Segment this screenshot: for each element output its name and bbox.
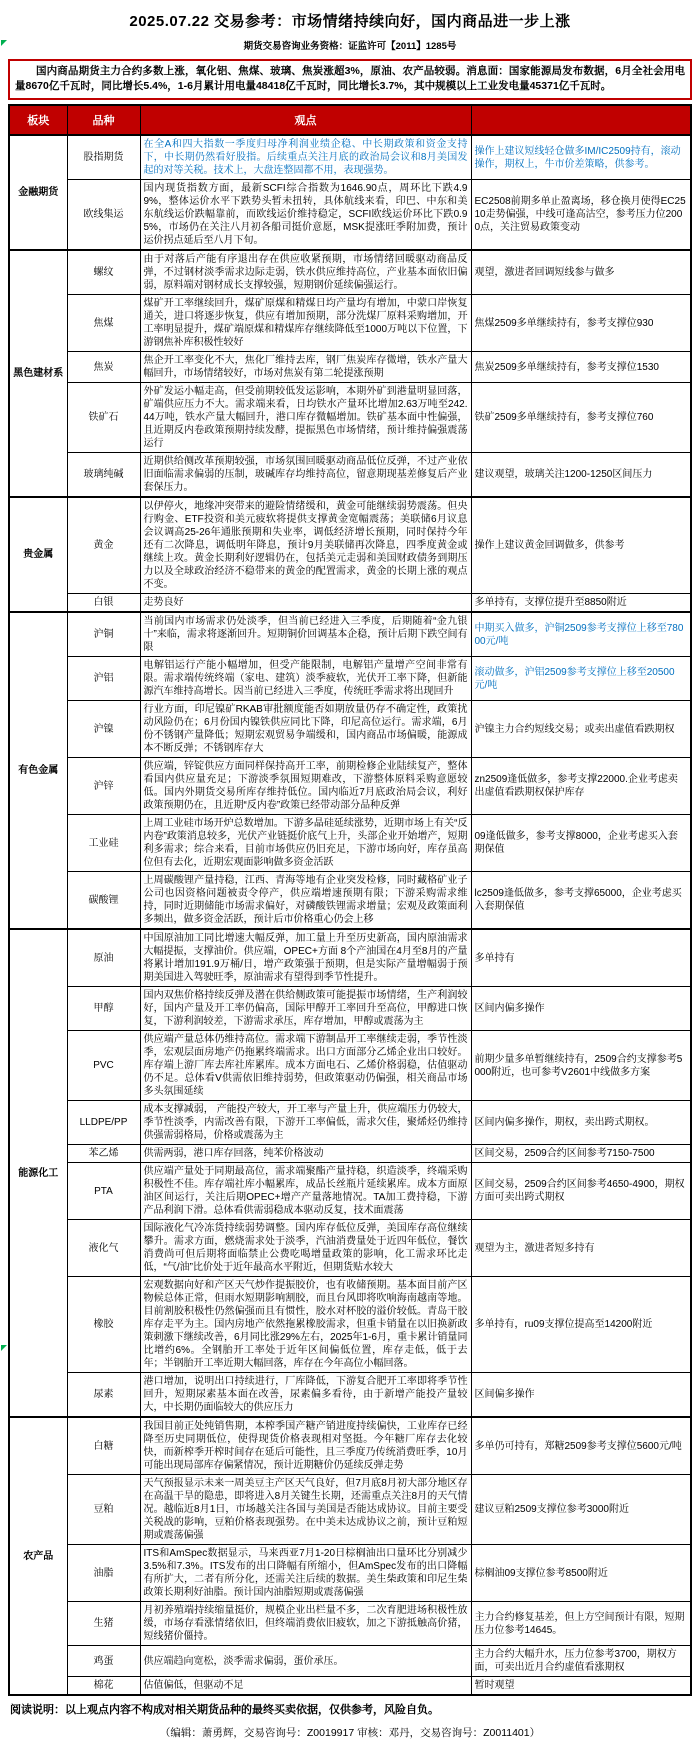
variety-cell: 股指期货 <box>67 135 140 180</box>
variety-cell: 油脂 <box>67 1545 140 1602</box>
sector-cell: 有色金属 <box>9 612 67 929</box>
view-text: 以伊停火，地缘冲突带来的避险情绪缓和，黄金可能继续弱势震荡。但央行购金、ETF投资和美元疲软将提供支撑黄金宽幅震荡；美联储6月议息会议调高25-26年通胀预期和失业率，调低经济增长预期，同时保持今年还有二次降息，调低明年降息，预计9月美联储再次降息，四季度黄金或继续上攻。黄金长期利好逻辑仍在，包括美元走弱和美国财政债务到期压力以及全球政治经济不稳带来的黄金的配置需求，黄金的长期上涨的观点不变。 <box>140 497 471 594</box>
view-text: 中国原油加工同比增速大幅反弹，加工量上升至历史新高，国内原油需求大幅提振，支撑油价。供应端，OPEC+方面 8个产油国在4月至8月的产量将累计增加191.9万桶/日，增产政策强于预期，但是实际产量增幅弱于预期美国进入驾驶旺季，原油需求有望得到季节性提升。 <box>140 929 471 987</box>
variety-cell: 棉花 <box>67 1677 140 1696</box>
advice-text: 焦炭2509多单继续持有，参考支撑位1530 <box>471 352 691 383</box>
advice-text: 棕榈油09支撑位参考8500附近 <box>471 1545 691 1602</box>
variety-cell: 黄金 <box>67 497 140 594</box>
advice-text: 区间内偏多操作 <box>471 987 691 1031</box>
variety-cell: 工业硅 <box>67 815 140 872</box>
advice-text: 建议豆粕2509支撑位参考3000附近 <box>471 1475 691 1545</box>
table-row <box>9 1220 691 1277</box>
variety-cell: 甲醇 <box>67 987 140 1031</box>
variety-cell: 原油 <box>67 929 140 987</box>
view-text: 国内现货指数方面，最新SCFI综合指数为1646.90点，周环比下跌4.99%，整体运价水平下跌势头暂未扭转，具体航线来看，印巴、中东和美东航线运价跌幅靠前，而欧线运价维持稳定，SCFI欧线运价环比下跌0.95%，市场仍在关注八月初各船司挺价意愿，MSK提涨旺季附加费，预计运价拐点延后至八月下旬。 <box>140 180 471 251</box>
advice-text: 区间交易，2509合约区间参考7150-7500 <box>471 1145 691 1163</box>
table-row <box>9 987 691 1031</box>
table-row <box>9 1277 691 1373</box>
view-text: 国际液化气冷冻货持续弱势调整。国内库存低位反弹，美国库存高位继续攀升。需求方面，燃烧需求处于淡季，汽油消费量处于近四年低位，餐饮消费尚可但后期将面临禁止公费吃喝增量政策的影响，化工需求环比走低，“气/油”比价处于近年最高水平附近，但期货贴水较大 <box>140 1220 471 1277</box>
variety-cell: 玻璃纯碱 <box>67 453 140 498</box>
advice-text: 观望为主，激进者短多持有 <box>471 1220 691 1277</box>
column-header-sector: 板块 <box>9 105 67 135</box>
advice-text: 区间内偏多操作，期权，卖出跨式期权。 <box>471 1101 691 1145</box>
report-table-body <box>9 135 691 1695</box>
view-text: 在全A和四大指数一季度归母净利润业绩企稳、中长期政策和资金支持下，中长期仍然看好股指。后续重点关注月底的政治局会议和8月美国发起的对等关税。技术上，大盘连整固都不用，表现强势。 <box>140 135 471 180</box>
view-text: 天气预报显示未来一周美豆主产区天气良好，但7月底8月初大部分地区存在高温干旱的隐患，即将进入8月关键生长期，还需重点关注8月的天气情况。越临近8月1日，市场越关注各国与美国是否能达成协议。目前主要受关税战的影响，豆粕价格表现强势。在中美未达成协议之前，预计豆粕短期或震荡偏强 <box>140 1475 471 1545</box>
sector-cell: 贵金属 <box>9 497 67 612</box>
view-text: 国内双焦价格持续反弹及潜在供给侧政策可能提振市场情绪，生产利润较好，国内产量及开工率仍偏高，国际甲醇开工率回升至高位，甲醇进口恢复，下游利润较差，下游需求承压，库存增加，甲醇或震荡为主 <box>140 987 471 1031</box>
table-row <box>9 1145 691 1163</box>
variety-cell: PVC <box>67 1031 140 1101</box>
table-row <box>9 1101 691 1145</box>
view-text: 我国目前正处纯销售期，本榨季国产糖产销进度持续偏快，工业库存已经降至历史同期低位，使得现货价格表现相对坚挺。今年糖厂库存去化较快，而新榨季开榨时间存在延后可能性，且三季度乃传统消费旺季，10月可能出现局部库存偏紧情况，预计近期糖价仍延续反弹走势 <box>140 1417 471 1475</box>
table-row <box>9 1373 691 1418</box>
table-row <box>9 758 691 815</box>
advice-text: 沪镍主力合约短线交易；或卖出虚值看跌期权 <box>471 701 691 758</box>
table-row <box>9 453 691 498</box>
variety-cell: 生猪 <box>67 1602 140 1646</box>
column-header-advice <box>471 105 691 135</box>
view-text: 月初养殖端持续缩量挺价，规模企业出栏量不多，二次育肥进场积极性放缓，市场存看涨情绪依旧，但终端消费依旧疲软，加之下游抵触高价猪，短线猪价僵持。 <box>140 1602 471 1646</box>
variety-cell: 沪铜 <box>67 612 140 657</box>
sector-cell: 黑色建材系 <box>9 250 67 497</box>
table-row <box>9 612 691 657</box>
table-row <box>9 929 691 987</box>
variety-cell: 鸡蛋 <box>67 1646 140 1677</box>
advice-text: 铁矿2509多单继续持有，参考支撑位760 <box>471 383 691 453</box>
variety-cell: 豆粕 <box>67 1475 140 1545</box>
advice-text: zn2509逢低做多，参考支撑22000.企业考虑卖出虚值看跌期权保护库存 <box>471 758 691 815</box>
advice-text: 区间交易，2509合约区间参考4650-4900，期权方面可卖出跨式期权 <box>471 1163 691 1220</box>
table-row <box>9 352 691 383</box>
table-row <box>9 295 691 352</box>
advice-text: 主力合约修复基差，但上方空间预计有限，短期压力位参考14645。 <box>471 1602 691 1646</box>
table-row <box>9 872 691 930</box>
advice-text: 主力合约大幅升水，压力位参考3700，期权方面，可卖出近月合约虚值看涨期权 <box>471 1646 691 1677</box>
sector-cell: 金融期货 <box>9 135 67 250</box>
credits-line: （编辑：萧勇辉，交易咨询号：Z0019917 审核：邓丹，交易咨询号：Z0011401） <box>159 1727 541 1739</box>
table-row <box>9 701 691 758</box>
advice-text: 操作上建议短线轻仓做多IM/IC2509持有，滚动操作，期权上，牛市价差策略，供参考。 <box>471 135 691 180</box>
market-summary-box <box>8 59 692 100</box>
comment-marker-icon <box>1 40 7 46</box>
view-text: 港口增加，说明出口持续进行，厂库降低，下游复合肥开工率即将季节性回升，短期尿素基本面在改善，尿素偏多看待，由于新增产能投产量较大，中长期仍面临较大的供应压力 <box>140 1373 471 1418</box>
table-row <box>9 250 691 295</box>
advice-text: 建议观望，玻璃关注1200-1250区间压力 <box>471 453 691 498</box>
advice-text: 多单持有，支撑位提升至8850附近 <box>471 594 691 613</box>
advice-text: 前期少量多单暂继续持有，2509合约支撑参考5000附近，也可参考V2601中线做多方案 <box>471 1031 691 1101</box>
variety-cell: 苯乙烯 <box>67 1145 140 1163</box>
advice-text: 区间偏多操作 <box>471 1373 691 1418</box>
table-row <box>9 383 691 453</box>
table-header-row <box>9 105 691 135</box>
table-row <box>9 1602 691 1646</box>
table-row <box>9 815 691 872</box>
variety-cell: 沪锌 <box>67 758 140 815</box>
advice-text: 观望，激进者回调短线参与做多 <box>471 250 691 295</box>
column-header-variety: 品种 <box>67 105 140 135</box>
advice-text: EC2508前期多单止盈离场，移仓换月使得EC2510走势偏强，中线可逢高沽空，参考压力位2000点，关注贸易政策变动 <box>471 180 691 251</box>
view-text: 上周工业硅市场开炉总数增加。下游多晶硅延续涨势，近期市场上有关“反内卷”政策消息较多，光伏产业链挺价底气上升，头部企业开始增产，短期利多需求；综合来看，目前市场供应仍旧充足，下游市场向好，库存虽高位但有去化，近期宏观面影响做多资金活跃 <box>140 815 471 872</box>
advice-text: 暂时观望 <box>471 1677 691 1696</box>
table-row <box>9 1163 691 1220</box>
table-row <box>9 1545 691 1602</box>
view-text: 供应端趋向宽松，淡季需求偏弱，蛋价承压。 <box>140 1646 471 1677</box>
table-row <box>9 180 691 251</box>
table-row <box>9 1646 691 1677</box>
view-text: 供应端，锌锭供应方面同样保持高开工率，前期检修企业陆续复产，整体看国内供应量充足；下游淡季氛围短期难改，下游整体原料采购意愿较低。国内外期货交易所库存维持低位。国内临近7月底政治局会议，利好政策预期仍在，且近期“反内卷”政策已经带动部分品种反弹 <box>140 758 471 815</box>
table-row <box>9 1475 691 1545</box>
trading-reference-table <box>8 104 692 1696</box>
view-text: 外矿发运小幅走高，但受前期较低发运影响，本期外矿到港量明显回落，矿端供应压力不大。需求端来看，日均铁水产量环比增加2.63万吨至242.44万吨，铁水产量大幅回升，港口库存微幅增加。铁矿基本面中性偏强，且近期反内卷政策预期持续发酵，提振黑色市场情绪，预计维持偏强震荡运行 <box>140 383 471 453</box>
advice-text: 多单持有，ru09支撑位提高至14200附近 <box>471 1277 691 1373</box>
table-row <box>9 1677 691 1696</box>
advice-text: 多单仍可持有，郑糖2509参考支撑位5600元/吨 <box>471 1417 691 1475</box>
advice-text: 操作上建议黄金回调做多，供参考 <box>471 497 691 594</box>
variety-cell: 液化气 <box>67 1220 140 1277</box>
table-row <box>9 594 691 613</box>
advice-text: 09逢低做多，参考支撑8000，企业考虑买入套期保值 <box>471 815 691 872</box>
variety-cell: 焦炭 <box>67 352 140 383</box>
view-text: 成本支撑减弱， 产能投产较大，开工率与产量上升，供应端压力仍较大，季节性淡季，内需改善有限，下游开工率偏低，需求欠佳，聚烯烃仍维持供强需弱格局，价格或震荡为主 <box>140 1101 471 1145</box>
view-text: 供应端产量总体仍维持高位。需求端下游制品开工率继续走弱，季节性淡季，宏观层面房地产仍拖累终端需求。出口方面部分乙烯企业出口较好。库存端上游厂库去库社库累库。成本方面电石、乙烯价格弱稳，估值驱动仍不足。总体看V供需依旧维持弱势，但政策驱动仍偏强，相关商品市场多头氛围延续 <box>140 1031 471 1101</box>
view-text: 宏观数据向好和产区天气炒作提振胶价，也有收储预期。基本面目前产区物候总体正常，但雨水短期影响割胶，而且台风即将吹响海南越南等地。目前割胶积极性仍然偏强而且有惯性，胶水对杯胶的溢价较低。青岛干胶库存走平为主。国内房地产依然拖累橡胶需求，但重卡销量在以旧换新政策刺激下继续改善，6月同比涨29%左右，2025年1-6月，重卡累计销量同比增约6%。全钢胎开工率处于近年区间偏低位置，库存走低，低于去年；半钢胎开工率近期大幅回落，库存在今年高位小幅回落。 <box>140 1277 471 1373</box>
advice-text: lc2509逢低做多，参考支撑65000，企业考虑买入套期保值 <box>471 872 691 930</box>
view-text: 供需两弱，港口库存回落，纯苯价格波动 <box>140 1145 471 1163</box>
variety-cell: 欧线集运 <box>67 180 140 251</box>
table-row <box>9 1417 691 1475</box>
variety-cell: 沪铝 <box>67 657 140 701</box>
variety-cell: 白银 <box>67 594 140 613</box>
view-text: 当前国内市场需求仍处淡季，但当前已经进入三季度，后期随着“金九银十”来临，需求将逐渐回升。短期铜价回调基本企稳，预计后期下跌空间有限 <box>140 612 471 657</box>
license-subtitle: 期货交易咨询业务资格：证监许可【2011】1285号 <box>243 41 457 52</box>
table-row <box>9 497 691 594</box>
view-text: 估值偏低，但驱动不足 <box>140 1677 471 1696</box>
variety-cell: 螺纹 <box>67 250 140 295</box>
advice-text: 多单持有 <box>471 929 691 987</box>
column-header-view: 观点 <box>140 105 471 135</box>
reading-note: 阅读说明：以上观点内容不构成对相关期货品种的最终买卖依据，仅供参考，风险自负。 <box>10 1704 439 1716</box>
view-text: 供应端产量处于同期最高位，需求端聚酯产量持稳，织造淡季，终端采购积极性不佳。库存端社库小幅累库，成品长丝瓶片延续累库。成本方面原油区间运行，关注后期OPEC+增产产量落地情况。TA加工费持稳，下游产品利润下滑。总体看供需弱稳成本驱动反复，技术面震荡 <box>140 1163 471 1220</box>
advice-text: 中期买入做多，沪铜2509参考支撑位上移至78000元/吨 <box>471 612 691 657</box>
view-text: 行业方面，印尼镍矿RKAB审批额度能否如期放量仍存不确定性，政策扰动风险仍在；6月份国内镍铁供应同比下降，印尼高位运行。需求端，6月份不锈钢产量降低；短期宏观贸易争端缓和，国内商品市场偏暖，能源成本不断反弹；不锈钢库存大 <box>140 701 471 758</box>
view-text: 电解铝运行产能小幅增加，但受产能限制，电解铝产量增产空间非常有限。需求端传统终端（家电、建筑）淡季疲软，光伏开工率下降，但新能源汽车维持高增长。因当前已经进入三季度，传统旺季需求将出现回升 <box>140 657 471 701</box>
advice-text: 焦煤2509多单继续持有，参考支撑位930 <box>471 295 691 352</box>
view-text: 煤矿开工率继续回升，煤矿原煤和精煤日均产量均有增加，中蒙口岸恢复通关，进口将逐步恢复，供应有增加预期，部分洗煤厂原料采购增加，开工率明显提升，煤矿端原煤和精煤库存继续降低至1000万吨以下位置，下游钢焦补库积极性较好 <box>140 295 471 352</box>
table-row <box>9 1031 691 1101</box>
variety-cell: 尿素 <box>67 1373 140 1418</box>
comment-marker-icon <box>1 1345 7 1351</box>
view-text: 上周碳酸锂产量持稳，江西、青海等地有企业突发检修，同时藏格矿业子公司也因资格问题被责令停产，供应端增速预期有限；下游采购需求维持，同时近期储能市场需求偏好，对磷酸铁锂需求增量；宏观及政策面利多频出，做多资金活跃，预计后市价格重心仍会上移 <box>140 872 471 930</box>
variety-cell: PTA <box>67 1163 140 1220</box>
sector-cell: 能源化工 <box>9 929 67 1417</box>
table-row <box>9 135 691 180</box>
variety-cell: 沪镍 <box>67 701 140 758</box>
variety-cell: 焦煤 <box>67 295 140 352</box>
variety-cell: 碳酸锂 <box>67 872 140 930</box>
table-row <box>9 657 691 701</box>
view-text: 走势良好 <box>140 594 471 613</box>
view-text: ITS和AmSpec数据显示，马来西亚7月1-20日棕榈油出口量环比分别减少3.5%和7.3%。ITS发布的出口降幅有所缩小，但AmSpec发布的出口降幅有所扩大，二者有所分化，还需关注后续的数据。美生柴政策和印尼生柴政策长期利好油脂。预计国内油脂短期或震荡偏强 <box>140 1545 471 1602</box>
view-text: 近期供给侧改革预期较强，市场氛围回暖驱动商品低位反弹，不过产业依旧面临需求偏弱的压制，玻碱库存均维持高位，留意期现基差修复后产业套保压力。 <box>140 453 471 498</box>
variety-cell: 橡胶 <box>67 1277 140 1373</box>
view-text: 焦企开工率变化不大，焦化厂维持去库，钢厂焦炭库存微增，铁水产量大幅回升，市场情绪较好，市场对焦炭有第二轮提涨预期 <box>140 352 471 383</box>
variety-cell: 铁矿石 <box>67 383 140 453</box>
variety-cell: 白糖 <box>67 1417 140 1475</box>
advice-text: 滚动做多，沪铝2509参考支撑位上移至20500元/吨 <box>471 657 691 701</box>
view-text: 由于对落后产能有序退出存在供应收紧预期，市场情绪回暖驱动商品反弹，不过钢材淡季需求边际走弱，铁水供应维持高位，产业基本面依旧偏弱，原料端对钢材成长支撑较强，短期钢价延续偏强运行。 <box>140 250 471 295</box>
variety-cell: LLDPE/PP <box>67 1101 140 1145</box>
page-title: 2025.07.22 交易参考：市场情绪持续向好，国内商品进一步上涨 <box>129 13 571 30</box>
sector-cell: 农产品 <box>9 1417 67 1695</box>
market-summary-text: 国内商品期货主力合约多数上涨，氧化铝、焦煤、玻璃、焦炭涨超3%，原油、农产品较弱。消息面：国家能源局发布数据，6月全社会用电量8670亿千瓦时，同比增长5.4%，1-6月累计用电量48418亿千瓦时，同比增长3.7%，其中规模以上工业发电量45371亿千瓦时。 <box>15 65 685 92</box>
